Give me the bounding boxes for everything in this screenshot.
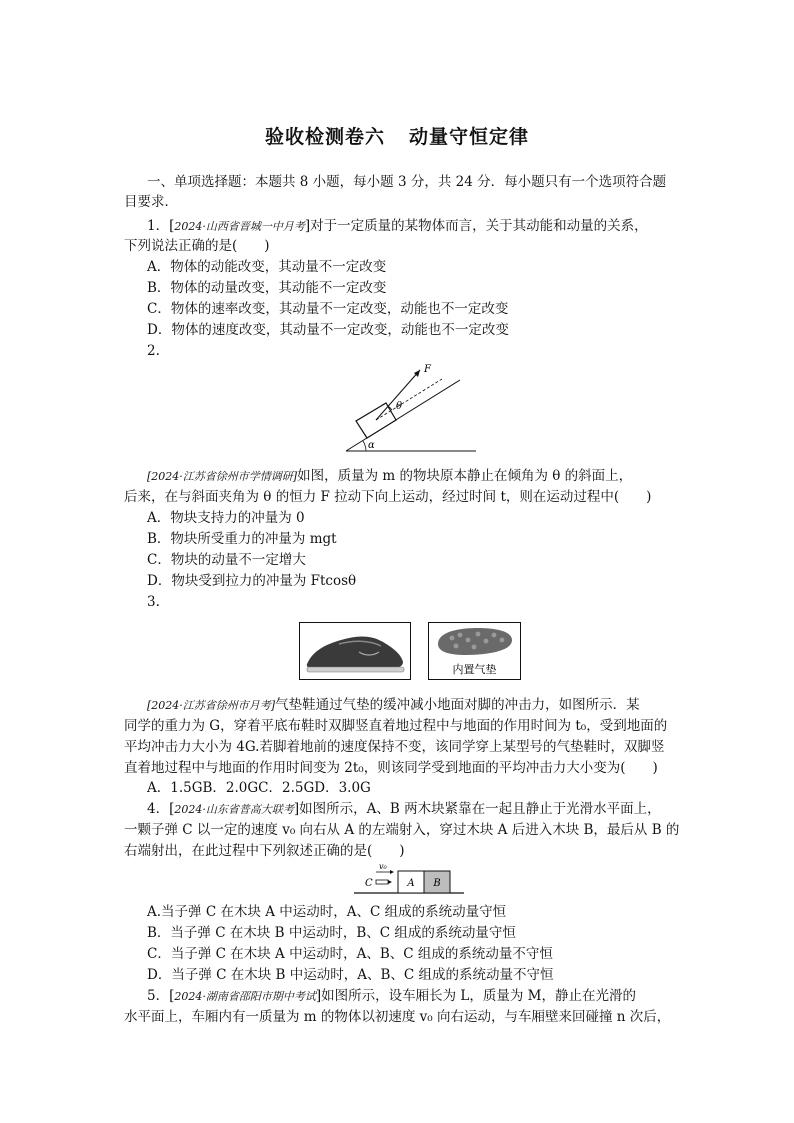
q1-option-b: B．物体的动量改变，其动能不一定改变 — [147, 280, 387, 296]
alpha-label: α — [368, 440, 375, 451]
q5-stem-line1 — [147, 986, 636, 1007]
bullet-blocks-figure — [354, 861, 466, 897]
title-part2: 动量守恒定律 — [409, 126, 530, 148]
q4-stem1: ]如图所示，A、B 两木块紧靠在一起且静止于光滑水平面上， — [293, 801, 661, 817]
q4-option-c: C．当子弹 C 在木块 A 中运动时，A、B、C 组成的系统动量不守恒 — [147, 946, 553, 962]
title-part1: 验收检测卷六 — [264, 126, 385, 148]
q5-source: 2024·湖南省邵阳市期中考试 — [174, 990, 316, 1003]
q2-option-c: C．物块的动量不一定增大 — [147, 552, 306, 568]
q4-option-b: B．当子弹 C 在木块 B 中运动时，B、C 组成的系统动量守恒 — [147, 925, 516, 941]
q3-source: [2024·江苏省徐州市月考] — [147, 699, 276, 712]
q3-stem-line4: 直着地过程中与地面的作用时间变为 2t₀，则该同学受到地面的平均冲击力大小变为( ) — [124, 760, 658, 776]
section-heading-line1: 一、单项选择题：本题共 8 小题，每小题 3 分，共 24 分．每小题只有一个选项符合题 — [147, 174, 667, 190]
force-label: F — [424, 364, 431, 375]
velocity-label: v₀ — [379, 862, 387, 871]
q3-stem-line3: 平均冲击力大小为 4G.若脚着地前的速度保持不变，该同学穿上某型号的气垫鞋时，双脚竖 — [124, 739, 665, 755]
q1-option-d: D．物体的速度改变，其动量不一定改变，动能也不一定改变 — [147, 322, 509, 338]
q2-option-a: A．物块支持力的冲量为 0 — [147, 510, 305, 526]
incline-surface — [346, 380, 460, 451]
q3-number: 3. — [147, 594, 160, 610]
q3-options: A．1.5GB．2.0GC．2.5GD．3.0G — [147, 780, 371, 796]
bullet-label: C — [365, 878, 373, 889]
sneaker-photo — [299, 622, 411, 680]
q3-stem-line2: 同学的重力为 G，穿着平底布鞋时双脚竖直着地过程中与地面的作用时间为 t₀，受到地面的 — [124, 718, 668, 734]
block-a-label: A — [407, 878, 415, 889]
q2-option-d: D．物块受到拉力的冲量为 Ftcosθ — [147, 573, 357, 589]
q2-stem-line1 — [147, 466, 632, 487]
section-heading-line2: 目要求． — [124, 194, 178, 210]
q1-option-a: A．物体的动能改变，其动量不一定改变 — [147, 259, 387, 275]
q4-option-a: A.当子弹 C 在木块 A 中运动时，A、C 组成的系统动量守恒 — [147, 904, 507, 920]
bullet — [376, 880, 388, 884]
q1-number: 1．[ — [147, 218, 175, 234]
block-b-label: B — [433, 878, 441, 889]
q5-stem-line2: 水平面上，车厢内有一质量为 m 的物体以初速度 v₀ 向右运动，与车厢壁来回碰撞 n 次后， — [124, 1009, 671, 1025]
sole-photo — [428, 622, 521, 680]
q4-stem-line2: 一颗子弹 C 以一定的速度 v₀ 向右从 A 的左端射入，穿过木块 A 后进入木块 B，最后从 B 的 — [124, 822, 680, 838]
alpha-arc — [363, 441, 366, 451]
incline-figure — [330, 358, 490, 456]
block — [356, 403, 396, 438]
q4-number: 4．[ — [147, 801, 175, 817]
q5-number: 5．[ — [147, 988, 175, 1004]
q2-stem1: 如图，质量为 m 的物块原本静止在倾角为 θ 的斜面上， — [297, 468, 633, 484]
q2-option-b: B．物块所受重力的冲量为 mgt — [147, 531, 337, 547]
theta-label: θ — [396, 401, 403, 412]
q3-stem-line1 — [147, 695, 640, 716]
q2-source: [2024·江苏省徐州市学情调研] — [147, 470, 298, 483]
q4-option-d: D．当子弹 C 在木块 B 中运动时，A、B、C 组成的系统动量不守恒 — [147, 967, 554, 983]
q1-source: 2024·山西省晋城一中月考 — [174, 220, 305, 233]
q2-number: 2. — [147, 343, 160, 359]
q4-stem-line1 — [147, 799, 661, 820]
q1-stem-line1 — [147, 216, 648, 237]
q4-stem-line3: 右端射出，在此过程中下列叙述正确的是( ) — [124, 843, 405, 859]
q3-stem1: 气垫鞋通过气垫的缓冲减小地面对脚的冲击力，如图所示．某 — [275, 697, 640, 713]
shoe-sole — [307, 667, 404, 672]
q1-stem1: ]对于一定质量的某物体而言，关于其动能和动量的关系， — [304, 218, 648, 234]
q1-option-c: C．物体的速率改变，其动量不一定改变，动能也不一定改变 — [147, 301, 509, 317]
q4-source: 2024·山东省普高大联考 — [174, 803, 294, 816]
force-vector — [376, 370, 420, 420]
dashed-reference — [376, 379, 442, 420]
q5-stem1: ]如图所示，设车厢长为 L，质量为 M，静止在光滑的 — [315, 988, 636, 1004]
sole-caption: 内置气垫 — [452, 663, 497, 676]
q1-stem-line2: 下列说法正确的是( ) — [124, 238, 270, 254]
page-title — [0, 122, 794, 149]
q2-stem-line2: 后来，在与斜面夹角为 θ 的恒力 F 拉动下向上运动，经过时间 t，则在运动过程中( ) — [124, 489, 652, 505]
